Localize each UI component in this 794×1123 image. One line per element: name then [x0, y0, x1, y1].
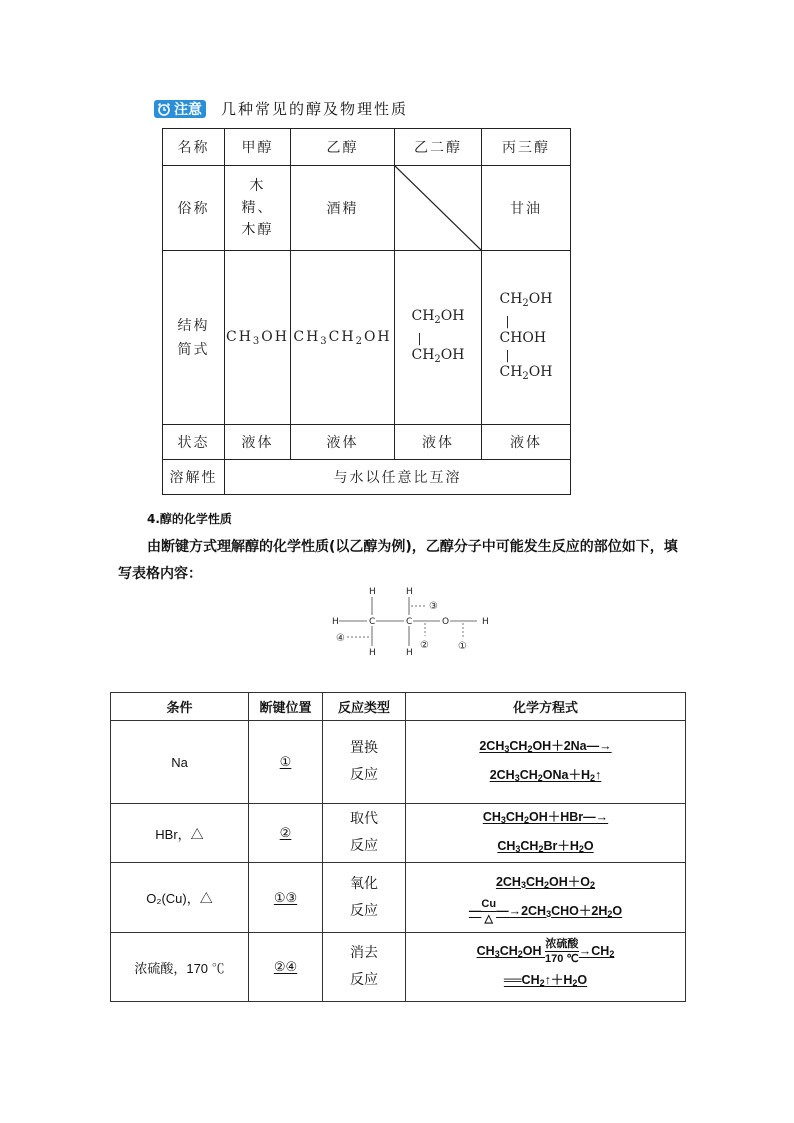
- table-header-cell: 乙二醇: [395, 129, 482, 166]
- reaction-type-cell: 置换 反应: [323, 721, 406, 804]
- table-row: [163, 460, 571, 495]
- diagonal-empty-cell: [395, 166, 482, 251]
- formula-ethanol: $CH_3CH_2OH$: [291, 251, 395, 425]
- atom-c: C: [369, 617, 376, 627]
- formula-glycerol: $CH_2OH$ | CHOH | $CH_2OH$: [482, 251, 571, 425]
- intro-text-line2: 写表格内容：: [118, 566, 202, 582]
- table-row: [163, 166, 571, 251]
- reaction-condition: 浓硫酸 170 ℃: [545, 938, 579, 966]
- table-header-cell: 条件: [111, 693, 249, 721]
- table-header-cell: 丙三醇: [482, 129, 571, 166]
- table-header-cell: 甲醇: [225, 129, 291, 166]
- equation-cell: $CH_3CH_2OH+HBr―\to$ $CH_3CH_2Br+H_2O$: [406, 804, 686, 863]
- atom-c: C: [406, 617, 413, 627]
- bond-position-cell: ①③: [249, 863, 323, 933]
- note-badge: [154, 100, 206, 118]
- alarm-clock-icon: [157, 102, 171, 116]
- condition-cell: O₂(Cu)，△: [111, 863, 249, 933]
- formula-ethylene-glycol: $CH_2OH$ | $CH_2OH$: [395, 251, 482, 425]
- bond-marker-4: ④: [336, 633, 345, 644]
- bond-marker-1: ①: [458, 641, 467, 652]
- table-row: [163, 425, 571, 460]
- ethanol-structure-diagram: [325, 582, 505, 660]
- row-label-state: 状态: [163, 425, 225, 460]
- atom-h: H: [369, 648, 376, 658]
- table-header-cell: 断键位置: [249, 693, 323, 721]
- note-badge-label: 注意: [174, 102, 202, 118]
- table-header-cell: 化学方程式: [406, 693, 686, 721]
- state-cell: 液体: [291, 425, 395, 460]
- state-cell: 液体: [395, 425, 482, 460]
- table-header-cell: 反应类型: [323, 693, 406, 721]
- table-row: [111, 693, 686, 721]
- row-label-solubility: 溶解性: [163, 460, 225, 495]
- row-label-common-name: 俗称: [163, 166, 225, 251]
- table-row: [111, 721, 686, 804]
- formula-methanol: $CH_3OH$: [225, 251, 291, 425]
- table-row: [111, 863, 686, 933]
- diagonal-line: [395, 166, 481, 250]
- reaction-table: [110, 692, 686, 1002]
- reaction-type-cell: 取代 反应: [323, 804, 406, 863]
- equation-cell: $2CH_3CH_2OH+O_2$ ― Cu △ $―\to 2CH_3CHO+2H_2O$: [406, 863, 686, 933]
- note-title: 几种常见的醇及物理性质: [221, 100, 409, 118]
- atom-o: O: [442, 617, 450, 627]
- equation-cell: $2CH_3CH_2OH+2Na―\to$ $2CH_3CH_2ONa+H_2↑$: [406, 721, 686, 804]
- solubility-cell: 与水以任意比互溶: [225, 460, 571, 495]
- atom-h: H: [406, 648, 413, 658]
- alcohol-properties-table: [162, 128, 571, 495]
- intro-text-line1: 由断键方式理解醇的化学性质(以乙醇为例)，乙醇分子中可能发生反应的部位如下，填: [147, 539, 678, 555]
- condition-cell: HBr，△: [111, 804, 249, 863]
- table-row: [163, 129, 571, 166]
- atom-h: H: [482, 617, 489, 627]
- bond-marker-2: ②: [420, 640, 429, 651]
- atom-h: H: [332, 617, 339, 627]
- section-heading: 4.醇的化学性质: [147, 512, 232, 526]
- table-row: [111, 933, 686, 1002]
- condition-cell: 浓硫酸，170 ℃: [111, 933, 249, 1002]
- bond-position-cell: ②: [249, 804, 323, 863]
- bond-position-cell: ①: [249, 721, 323, 804]
- bond-marker-3: ③: [429, 601, 438, 612]
- bond-position-cell: ②④: [249, 933, 323, 1002]
- equation-cell: $CH_3CH_2OH$ 浓硫酸 170 ℃ $\to CH_2$ $══CH_2↑+H_2O$: [406, 933, 686, 1002]
- common-name-methanol: 木精、木醇: [225, 166, 291, 251]
- atom-h: H: [406, 587, 413, 597]
- reaction-type-cell: 氧化 反应: [323, 863, 406, 933]
- condition-cell: Na: [111, 721, 249, 804]
- reaction-type-cell: 消去 反应: [323, 933, 406, 1002]
- row-label-structure: 结构简式: [163, 251, 225, 425]
- common-name-ethanol: 酒精: [291, 166, 395, 251]
- state-cell: 液体: [225, 425, 291, 460]
- table-header-cell: 乙醇: [291, 129, 395, 166]
- table-row: [111, 804, 686, 863]
- table-header-cell: 名称: [163, 129, 225, 166]
- table-row: [163, 251, 571, 425]
- common-name-glycerol: 甘油: [482, 166, 571, 251]
- state-cell: 液体: [482, 425, 571, 460]
- reaction-condition: Cu △: [481, 897, 497, 925]
- atom-h: H: [369, 587, 376, 597]
